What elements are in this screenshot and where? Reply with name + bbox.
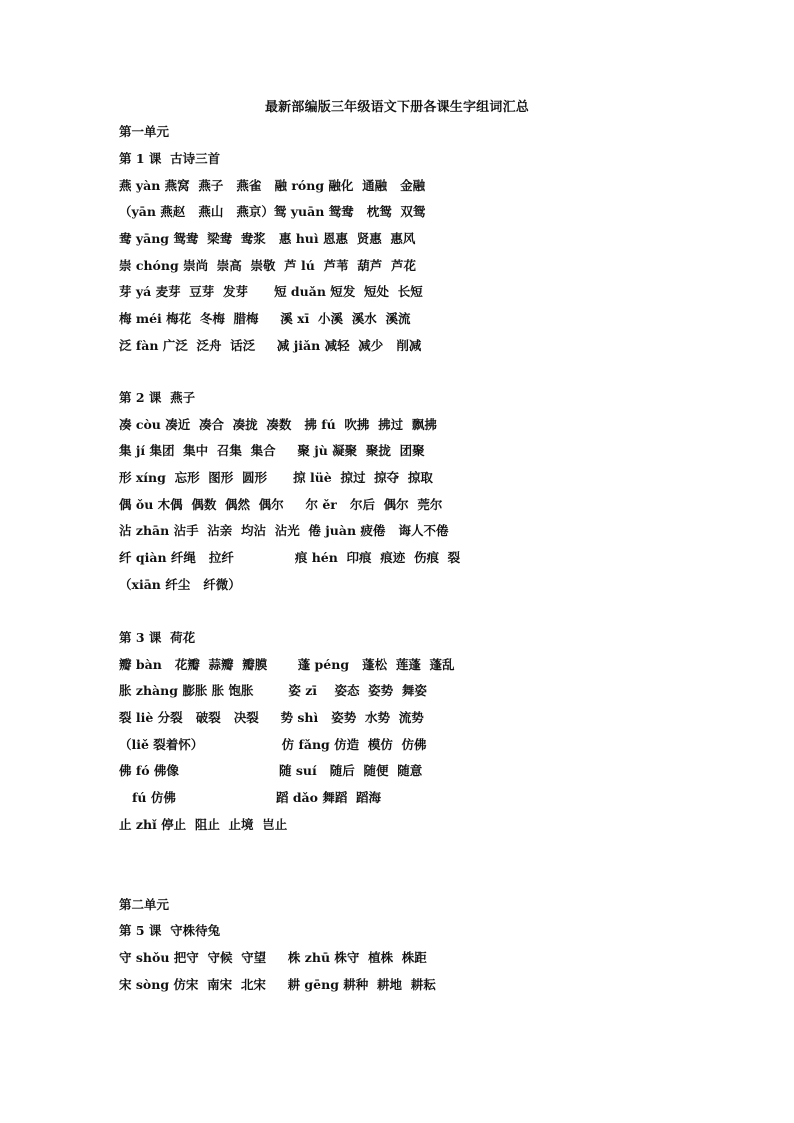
vocab-line: 佛 fó 佛像 随 suí 随后 随便 随意 <box>119 763 423 778</box>
vocab-line: fú 仿佛 蹈 dǎo 舞蹈 蹈海 <box>119 790 382 805</box>
vocab-line: 守 shǒu 把守 守候 守望 株 zhū 株守 植株 株距 <box>119 950 427 965</box>
unit-heading: 第一单元 <box>119 124 170 139</box>
vocab-line: 鸯 yāng 鸳鸯 梁鸯 鸯浆 惠 huì 恩惠 贤惠 惠风 <box>119 231 416 246</box>
vocab-line: 泛 fàn 广泛 泛舟 话泛 减 jiǎn 减轻 减少 削减 <box>119 338 422 353</box>
vocab-line: 集 jí 集团 集中 召集 集合 聚 jù 凝聚 聚拢 团聚 <box>119 443 425 458</box>
document-title: 最新部编版三年级语文下册各课生字组词汇总 <box>264 100 529 115</box>
vocab-line: （liě 裂着怀） 仿 fǎng 仿造 模仿 仿佛 <box>119 737 427 752</box>
vocab-line: 沾 zhān 沾手 沾亲 均沾 沾光 倦 juàn 疲倦 诲人不倦 <box>119 523 449 538</box>
lesson-heading: 第 5 课 守株待兔 <box>119 923 221 938</box>
vocab-line: 芽 yá 麦芽 豆芽 发芽 短 duǎn 短发 短处 长短 <box>119 284 423 299</box>
lesson-heading: 第 1 课 古诗三首 <box>119 151 221 166</box>
vocab-line: （yān 燕赵 燕山 燕京）鸳 yuān 鸳鸯 枕鸳 双鸳 <box>119 204 426 219</box>
vocab-line: 瓣 bàn 花瓣 蒜瓣 瓣膜 蓬 péng 蓬松 莲蓬 蓬乱 <box>119 657 455 672</box>
vocab-line: 宋 sòng 仿宋 南宋 北宋 耕 gēng 耕种 耕地 耕耘 <box>119 977 436 992</box>
vocab-line: （xiān 纤尘 纤微） <box>119 577 241 592</box>
vocab-line: 梅 méi 梅花 冬梅 腊梅 溪 xī 小溪 溪水 溪流 <box>119 311 411 326</box>
unit-heading: 第二单元 <box>119 897 170 912</box>
vocab-line: 止 zhǐ 停止 阻止 止境 岂止 <box>119 817 288 832</box>
vocab-line: 凑 còu 凑近 凑合 凑拢 凑数 拂 fú 吹拂 拂过 飘拂 <box>119 417 437 432</box>
vocab-line: 胀 zhàng 膨胀 胀 饱胀 姿 zī 姿态 姿势 舞姿 <box>119 683 427 698</box>
lesson-heading: 第 3 课 荷花 <box>119 630 196 645</box>
vocab-line: 崇 chóng 崇尚 崇高 崇敬 芦 lú 芦苇 葫芦 芦花 <box>119 258 416 273</box>
vocab-line: 燕 yàn 燕窝 燕子 燕雀 融 róng 融化 通融 金融 <box>119 178 426 193</box>
vocab-line: 纤 qiàn 纤绳 拉纤 痕 hén 印痕 痕迹 伤痕 裂 <box>119 550 461 565</box>
vocab-line: 形 xíng 忘形 图形 圆形 掠 lüè 掠过 掠夺 掠取 <box>119 470 433 485</box>
vocab-line: 偶 ǒu 木偶 偶数 偶然 偶尔 尔 ěr 尔后 偶尔 莞尔 <box>119 497 443 512</box>
vocab-line: 裂 liè 分裂 破裂 决裂 势 shì 姿势 水势 流势 <box>119 710 424 725</box>
lesson-heading: 第 2 课 燕子 <box>119 390 196 405</box>
